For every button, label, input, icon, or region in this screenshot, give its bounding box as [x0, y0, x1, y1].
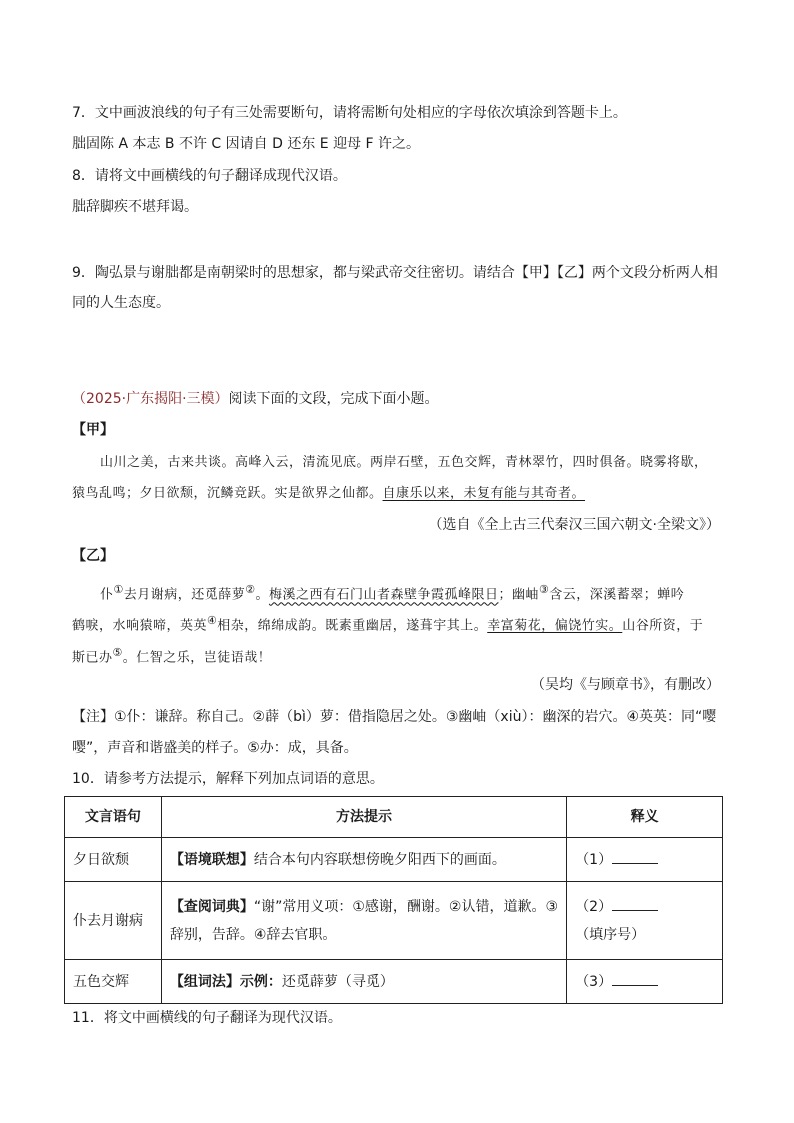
passage-yi-text: 仆: [100, 587, 114, 603]
passage-jia-label: 【甲】: [72, 422, 114, 438]
notes-line-2: 嘤”，声音和谐盛美的样子。⑤办：成，具备。: [72, 740, 358, 756]
section-header: [72, 389, 439, 409]
answer-number: （1）: [575, 851, 613, 868]
row-answer[interactable]: [567, 960, 723, 1004]
passage-yi-label: 【乙】: [72, 548, 114, 564]
footnote-marker-4: ④: [207, 614, 218, 627]
passage-jia-line-2: [72, 484, 585, 504]
row-answer[interactable]: [567, 882, 723, 960]
passage-yi-text: 。仁智之乐，岂徒语哉！: [122, 650, 272, 666]
passage-yi-text: 含云，深溪蓄翠；蝉吟: [549, 587, 685, 603]
answer-blank[interactable]: [612, 849, 658, 864]
hint-tag: 【查阅词典】: [169, 898, 254, 915]
question-9-line-2: 同的人生态度。: [72, 295, 170, 311]
passage-jia-line-1: 山川之美，古来共谈。高峰入云，清流见底。两岸石壁，五色交辉，青林翠竹，四时俱备。晓雾将歇，: [100, 455, 708, 470]
row-phrase: 仆去月谢病: [65, 882, 162, 960]
row-phrase: 夕日欲颓: [65, 838, 162, 882]
row-hint: [161, 838, 566, 882]
question-10-prompt: 10．请参考方法提示，解释下列加点词语的意思。: [72, 771, 384, 787]
question-7-prompt: 7．文中画波浪线的句子有三处需要断句，请将需断句处相应的字母依次填涂到答题卡上。: [72, 105, 627, 121]
passage-yi-wavy-sentence: 梅溪之西有石门山者森壁争霞孤峰限日: [268, 587, 499, 603]
row-phrase: 五色交辉: [65, 960, 162, 1004]
answer-blank[interactable]: [612, 896, 658, 911]
passage-yi-text: 斯已办: [72, 650, 113, 666]
hint-text: 结合本句内容联想傍晚夕阳西下的画面。: [253, 851, 506, 868]
answer-number: （3）: [575, 973, 613, 990]
source-tag: （2025·广东揭阳·三模）: [72, 391, 229, 407]
table-row: [65, 838, 723, 882]
footnote-marker-2: ②: [245, 583, 256, 596]
answer-note: （填序号）: [575, 926, 646, 943]
question-8-prompt: 8．请将文中画横线的句子翻译成现代汉语。: [72, 168, 347, 184]
answer-number: （2）: [575, 898, 613, 915]
question-9-line-1: 9．陶弘景与谢朏都是南朝梁时的思想家，都与梁武帝交往密切。请结合【甲】【乙】两个文段分析两人相: [72, 265, 718, 281]
passage-yi-underlined-sentence: 幸富菊花，偏饶竹实。: [487, 618, 623, 634]
passage-yi-text: 。: [255, 587, 269, 603]
question-8-sentence: 朏辞脚疾不堪拜谒。: [72, 199, 198, 215]
passage-jia-underlined-sentence: 自康乐以来，未复有能与其奇者。: [382, 486, 586, 501]
footnote-marker-3: ③: [539, 583, 550, 596]
hint-tag: 【语境联想】: [169, 851, 254, 868]
methods-table: [64, 796, 723, 1004]
footnote-marker-1: ①: [113, 583, 124, 596]
passage-yi-text: 去月谢病，还觅薛萝: [123, 587, 246, 603]
passage-yi-citation: （吴均《与顾章书》，有删改）: [531, 677, 720, 693]
notes-line-1: 【注】①仆：谦辞。称自己。②薜（bì）萝：借指隐居之处。③幽岫（xiù）：幽深的岩穴。④英英：同“嘤: [72, 709, 717, 725]
answer-blank[interactable]: [612, 971, 658, 986]
hint-tag: 【组词法】示例：: [169, 973, 282, 990]
passage-jia-citation: （选自《全上古三代秦汉三国六朝文·全梁文》）: [428, 517, 720, 533]
row-answer[interactable]: [567, 838, 723, 882]
table-header-row: [65, 797, 723, 838]
passage-yi-text: 相杂，绵绵成韵。既素重幽居，遂葺宇其上。: [217, 618, 488, 634]
header-phrase: 文言语句: [65, 797, 162, 838]
header-method: 方法提示: [161, 797, 566, 838]
footnote-marker-5: ⑤: [112, 646, 123, 659]
question-11-prompt: 11．将文中画横线的句子翻译为现代汉语。: [72, 1010, 342, 1026]
table-row: [65, 882, 723, 960]
hint-text: “谢”常用义项：①感谢，酬谢。②认错，道歉。③辞别，告辞。④辞去官职。: [169, 898, 559, 943]
passage-yi-text: 鹤唳，水响猿啼，英英: [72, 618, 208, 634]
row-hint: [161, 960, 566, 1004]
passage-yi-line-1: [100, 580, 684, 605]
passage-yi-line-2: [72, 611, 703, 636]
passage-yi-text: 山谷所资，于: [622, 618, 704, 634]
passage-yi-text: ；幽岫: [498, 587, 540, 603]
row-hint: [161, 882, 566, 960]
question-7-sentence: 朏固陈 A 本志 B 不许 C 因请自 D 还东 E 迎母 F 许之。: [72, 136, 421, 152]
passage-jia-text: 猿鸟乱鸣；夕日欲颓，沉鳞竞跃。实是欲界之仙都。: [72, 486, 383, 501]
table-row: [65, 960, 723, 1004]
hint-text: 还觅薜萝（寻觅）: [281, 973, 394, 990]
section-instruction: 阅读下面的文段，完成下面小题。: [228, 391, 439, 407]
header-meaning: 释义: [567, 797, 723, 838]
passage-yi-line-3: [72, 643, 271, 668]
